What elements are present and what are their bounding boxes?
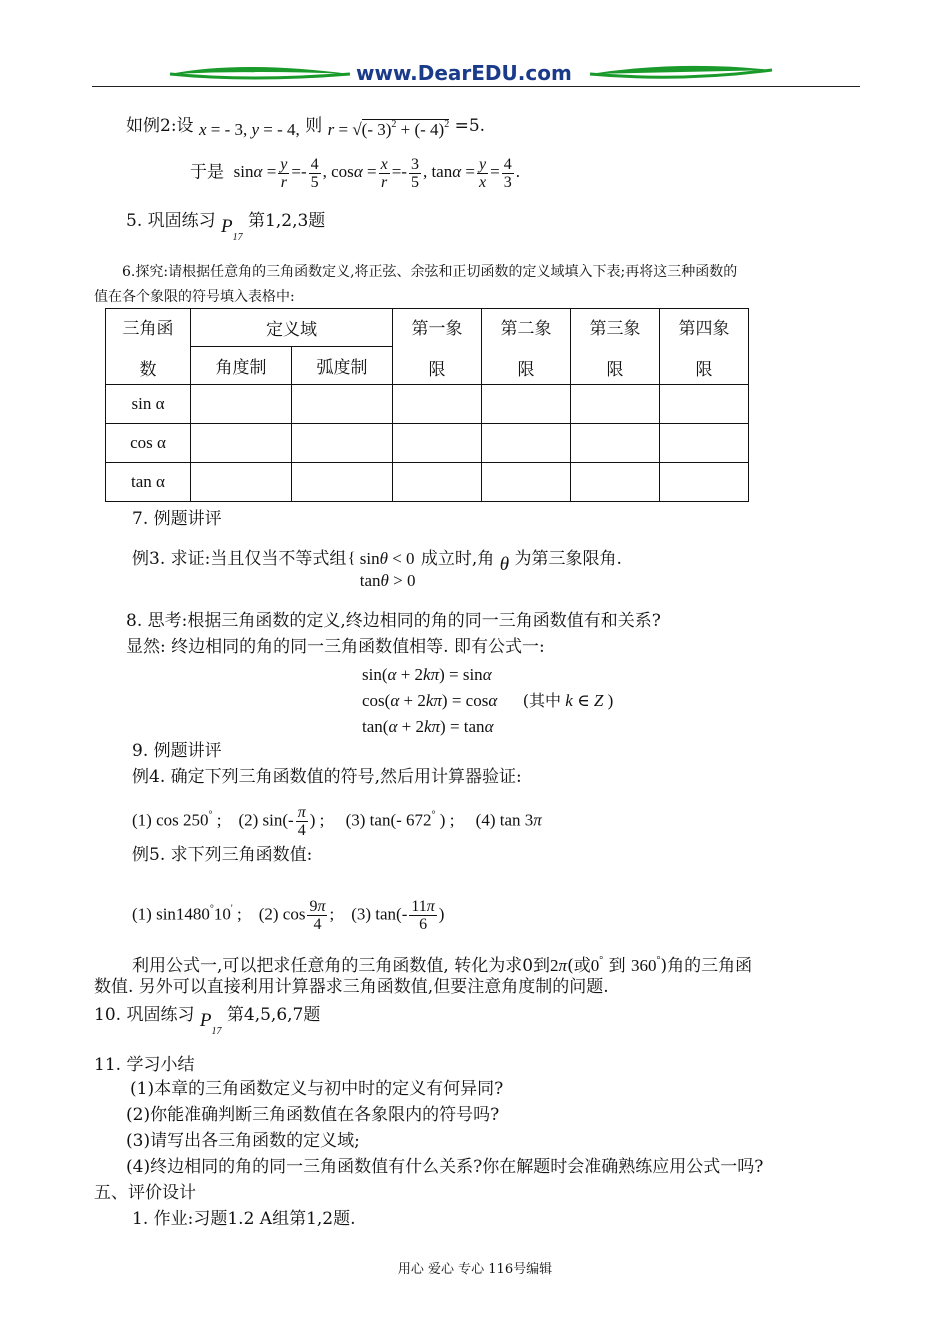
item5-label: 5. 巩固练习 <box>126 211 216 231</box>
summary-q2: (2)你能准确判断三角函数值在各象限内的符号吗? <box>126 1105 500 1125</box>
use-d: )角的三角函 <box>660 956 753 976</box>
col-degree: 角度制 <box>191 347 292 385</box>
item10-label: 10. 巩固练习 <box>94 1005 195 1025</box>
ex3-a: 例3. 求证:当且仅当不等式组 <box>132 549 347 569</box>
summary-q1: (1)本章的三角函数定义与初中时的定义有何异同? <box>130 1079 504 1099</box>
ex2-formula: x = - 3, y = - 4, <box>198 120 300 139</box>
item10-tail: 第4,5,6,7题 <box>226 1005 321 1025</box>
col-radian: 弧度制 <box>292 347 393 385</box>
item-9: 9. 例题讲评 <box>132 741 222 761</box>
item-7: 7. 例题讲评 <box>132 509 222 529</box>
use-formula-para: 利用公式一,可以把求任意角的三角函数值, 转化为求0到2π(或0° 到 360°)角的三角函 <box>132 955 753 976</box>
use-a: 利用公式一,可以把求任意角的三角函数值, 转化为求0到 <box>132 956 551 976</box>
homework: 1. 作业:习题1.2 A组第1,2题. <box>132 1209 356 1229</box>
p17-ref-2: $P_{17}$ <box>199 1010 222 1037</box>
trig-values-formula: sinα = $\frac{y}{r}$ =- $\frac{4}{5}$ , cosα = $\frac{x}{r}$ =- $\frac{3}{5}$ , tanα = $\frac{y}{x}$ = $\frac{4}{3}$ . <box>229 156 520 191</box>
ex2-r-formula: r = √(- 3)$^2$ + (- 4)$^2$ <box>327 119 450 139</box>
item-11: 11. 学习小结 <box>94 1055 195 1075</box>
row-tan: tan α <box>106 463 191 502</box>
formula-note: (其中 <box>522 691 562 710</box>
ex3-b: 成立时,角 <box>420 549 495 569</box>
obvious-line: 显然: 终边相同的角的同一三角函数值相等. 即有公式一: <box>126 637 545 657</box>
header-rule <box>92 86 860 87</box>
item-8: 8. 思考:根据三角函数的定义,终边相同的角的同一三角函数值有和关系? <box>126 611 661 631</box>
page-footer: 用心 爱心 专心 116号编辑 <box>397 1262 553 1277</box>
example-2-values <box>190 156 520 191</box>
use-c: 到 <box>608 956 626 976</box>
example-5-items: (1) sin1480°10' ; (2) cos $\frac{9\pi}{4}$ ; (3) tan(- $\frac{11\pi}{6}$ ) <box>132 898 445 933</box>
example-4-items: (1) cos 250° ; (2) sin(- $\frac{\pi}{4}$ ) ; (3) tan(- 672° ) ; (4) tan 3π <box>132 804 542 839</box>
theta-symbol: θ <box>499 554 510 575</box>
row-sin: sin α <box>106 385 191 424</box>
row-cos: cos α <box>106 424 191 463</box>
example-5: 例5. 求下列三角函数值: <box>132 845 313 865</box>
yushi-label: 于是 <box>190 162 224 183</box>
item-6b: 值在各个象限的符号填入表格中: <box>94 289 295 305</box>
col-q1: 第一象 限 <box>393 309 482 385</box>
ex3-c: 为第三象限角. <box>514 549 622 569</box>
trig-domain-table <box>105 308 749 502</box>
example-2-line <box>126 110 485 137</box>
p17-ref: $P_{17}$ <box>221 216 243 243</box>
example-3 <box>132 548 622 592</box>
ex2-intro: 如例2:设 <box>126 116 194 136</box>
ex3-system: { sinθ < 0 tanθ > 0 <box>347 549 416 590</box>
item-6a: 6.探究:请根据任意角的三角函数定义,将正弦、余弦和正切函数的定义域填入下表;再将这三种函数的 <box>122 264 738 280</box>
col-q3: 第三象 限 <box>571 309 660 385</box>
header-banner <box>160 56 780 90</box>
example-4: 例4. 确定下列三角函数值的符号,然后用计算器验证: <box>132 767 522 787</box>
use-b: (或 <box>567 956 591 976</box>
section-5: 五、评价设计 <box>94 1183 196 1203</box>
use-formula-para-2: 数值. 另外可以直接利用计算器求三角函数值,但要注意角度制的问题. <box>94 977 609 997</box>
site-name: www.DearEDU.com <box>356 61 572 85</box>
item-5 <box>126 210 325 243</box>
col-domain: 定义域 <box>191 309 393 347</box>
ex2-then: 则 <box>305 116 323 136</box>
col-q4: 第四象 限 <box>660 309 749 385</box>
summary-q3: (3)请写出各三角函数的定义域; <box>126 1131 360 1151</box>
col-q2: 第二象 限 <box>482 309 571 385</box>
item5-tail: 第1,2,3题 <box>248 211 326 231</box>
formula-one: sin(α + 2kπ) = sinα cos(α + 2kπ) = cosα (其中 k ∈ Z ) tan(α + 2kπ) = tanα <box>362 665 614 736</box>
summary-q4: (4)终边相同的角的同一三角函数值有什么关系?你在解题时会准确熟练应用公式一吗? <box>126 1157 764 1177</box>
col-func: 三角函 数 <box>106 309 191 385</box>
item-10 <box>94 1004 320 1037</box>
ex2-result: =5. <box>454 116 486 136</box>
